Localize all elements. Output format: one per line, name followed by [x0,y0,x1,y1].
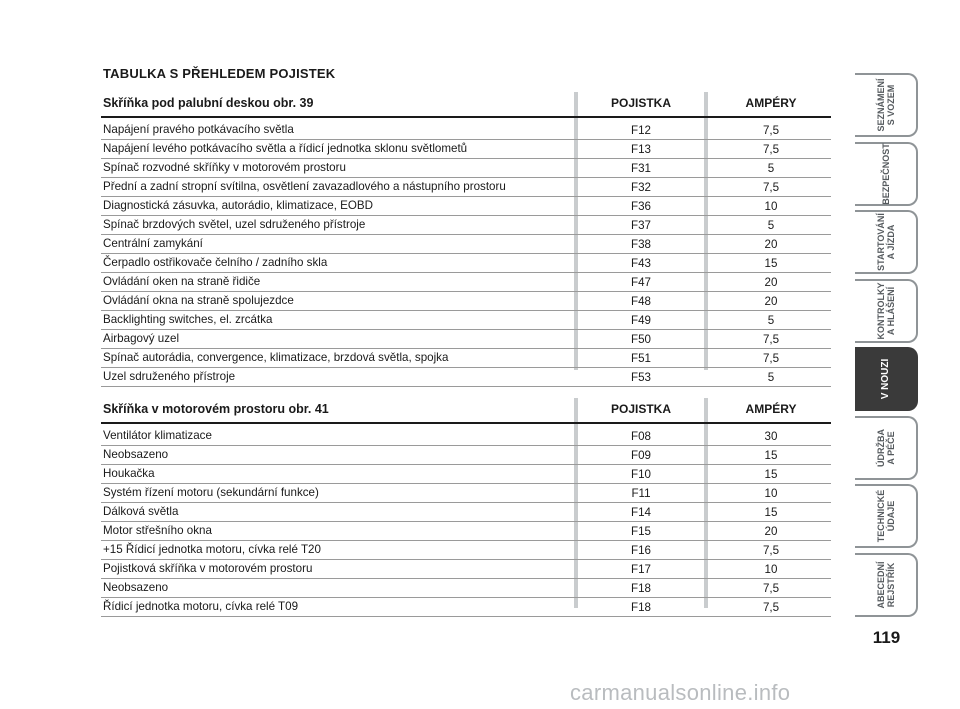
row-amperage: 20 [764,276,778,289]
row-fuse-id: F49 [631,314,651,327]
row-amperage: 10 [764,487,778,500]
row-description: Uzel sdruženého přístroje [103,370,236,383]
table-row [101,292,831,311]
row-description: Napájení levého potkávacího světla a řídicí jednotka sklonu světlometů [103,142,468,155]
row-amperage: 15 [764,468,778,481]
row-fuse-id: F47 [631,276,651,289]
table-row [101,368,831,387]
row-fuse-id: F53 [631,371,651,384]
chapter-tab-label: TECHNICKÉ ÚDAJE [875,489,896,543]
row-fuse-id: F43 [631,257,651,270]
chapter-tab-label: ABECEDNÍ REJSTŘÍK [875,560,896,609]
table-row [101,446,831,465]
chapter-tab[interactable] [855,73,918,137]
table-row [101,121,831,140]
row-fuse-id: F18 [631,582,651,595]
column-header-fuse: POJISTKA [610,402,671,416]
table-row [101,427,831,446]
chapter-tab-label: ÚDRŽBA A PÉČE [875,428,896,467]
row-fuse-id: F10 [631,468,651,481]
table-row [101,216,831,235]
page-title: TABULKA S PŘEHLEDEM POJISTEK [103,66,336,81]
row-amperage: 15 [764,506,778,519]
row-fuse-id: F48 [631,295,651,308]
row-amperage: 7,5 [762,124,780,137]
row-amperage: 7,5 [762,143,780,156]
row-description: Spínač autorádia, convergence, klimatizace, brzdová světla, spojka [103,351,449,364]
chapter-tab[interactable] [855,279,918,343]
row-fuse-id: F32 [631,181,651,194]
row-description: Pojistková skříňka v motorovém prostoru [103,562,313,575]
table-row [101,178,831,197]
row-amperage: 15 [764,257,778,270]
row-description: Řídicí jednotka motoru, cívka relé T09 [103,600,299,613]
fuse-table-dashboard [101,92,831,387]
row-fuse-id: F12 [631,124,651,137]
row-fuse-id: F14 [631,506,651,519]
row-fuse-id: F50 [631,333,651,346]
row-description: Ventilátor klimatizace [103,429,212,442]
table-body [101,424,831,617]
table-row [101,579,831,598]
row-fuse-id: F13 [631,143,651,156]
row-description: Motor střešního okna [103,524,212,537]
row-description: Spínač rozvodné skříňky v motorovém prostoru [103,161,346,174]
row-description: Airbagový uzel [103,332,180,345]
chapter-tab[interactable] [855,210,918,274]
row-description: Houkačka [103,467,155,480]
table-body [101,118,831,387]
row-description: Ovládání oken na straně řidiče [103,275,261,288]
row-amperage: 20 [764,295,778,308]
row-description: Spínač brzdových světel, uzel sdruženého přístroje [103,218,366,231]
row-fuse-id: F37 [631,219,651,232]
table-row [101,330,831,349]
row-amperage: 15 [764,449,778,462]
row-description: Backlighting switches, el. zrcátka [103,313,273,326]
chapter-tab[interactable] [855,553,918,617]
chapter-tab-label: SEZNÁMENÍ S VOZEM [875,78,896,132]
row-amperage: 7,5 [762,601,780,614]
table-row [101,503,831,522]
row-description: Diagnostická zásuvka, autorádio, klimatizace, EOBD [103,199,373,212]
row-fuse-id: F18 [631,601,651,614]
table-row [101,235,831,254]
row-amperage: 30 [764,430,778,443]
row-description: +15 Řídicí jednotka motoru, cívka relé T20 [103,543,321,556]
row-amperage: 20 [764,525,778,538]
row-amperage: 10 [764,200,778,213]
row-fuse-id: F38 [631,238,651,251]
row-amperage: 5 [767,314,775,327]
row-amperage: 5 [767,371,775,384]
chapter-tab-label: KONTROLKY A HLÁŠENÍ [875,282,896,339]
row-fuse-id: F31 [631,162,651,175]
row-description: Ovládání okna na straně spolujezdce [103,294,294,307]
row-description: Centrální zamykání [103,237,203,250]
row-description: Systém řízení motoru (sekundární funkce) [103,486,319,499]
row-description: Dálková světla [103,505,179,518]
row-amperage: 5 [767,219,775,232]
row-fuse-id: F11 [631,487,651,500]
row-amperage: 20 [764,238,778,251]
table-row [101,159,831,178]
fuse-table-engine [101,398,831,617]
row-fuse-id: F08 [631,430,651,443]
chapter-tab-label: BEZPEČNOST [880,142,891,205]
row-description: Napájení pravého potkávacího světla [103,123,294,136]
chapter-tab[interactable] [855,142,918,206]
row-fuse-id: F16 [631,544,651,557]
row-description: Přední a zadní stropní svítilna, osvětlení zavazadlového a nástupního prostoru [103,180,506,193]
row-amperage: 7,5 [762,544,780,557]
column-header-fuse: POJISTKA [610,96,671,110]
table-row [101,349,831,368]
chapter-tab-label: STARTOVÁNÍ A JÍZDA [875,213,896,271]
table-caption: Skříňka v motorovém prostoru obr. 41 [103,402,329,416]
table-row [101,484,831,503]
table-row [101,273,831,292]
row-fuse-id: F17 [631,563,651,576]
table-caption: Skříňka pod palubní deskou obr. 39 [103,96,314,110]
chapter-tab[interactable] [855,484,918,548]
table-row [101,522,831,541]
column-header-amps: AMPÉRY [745,402,797,416]
table-header [101,398,831,424]
table-row [101,541,831,560]
chapter-tab[interactable] [855,347,918,411]
column-header-amps: AMPÉRY [745,96,797,110]
row-fuse-id: F51 [631,352,651,365]
row-fuse-id: F09 [631,449,651,462]
table-row [101,598,831,617]
row-amperage: 7,5 [762,333,780,346]
row-amperage: 10 [764,563,778,576]
page-number: 119 [872,628,901,647]
row-fuse-id: F15 [631,525,651,538]
row-amperage: 5 [767,162,775,175]
table-row [101,465,831,484]
chapter-tab[interactable] [855,416,918,480]
row-description: Neobsazeno [103,581,169,594]
row-amperage: 7,5 [762,582,780,595]
table-row [101,140,831,159]
row-description: Čerpadlo ostřikovače čelního / zadního skla [103,256,328,269]
row-fuse-id: F36 [631,200,651,213]
table-header [101,92,831,118]
watermark: carmanualsonline.info [570,680,791,705]
chapter-tab-label: V NOUZI [879,358,891,400]
row-description: Neobsazeno [103,448,169,461]
row-amperage: 7,5 [762,352,780,365]
table-row [101,311,831,330]
table-row [101,560,831,579]
row-amperage: 7,5 [762,181,780,194]
table-row [101,254,831,273]
table-row [101,197,831,216]
